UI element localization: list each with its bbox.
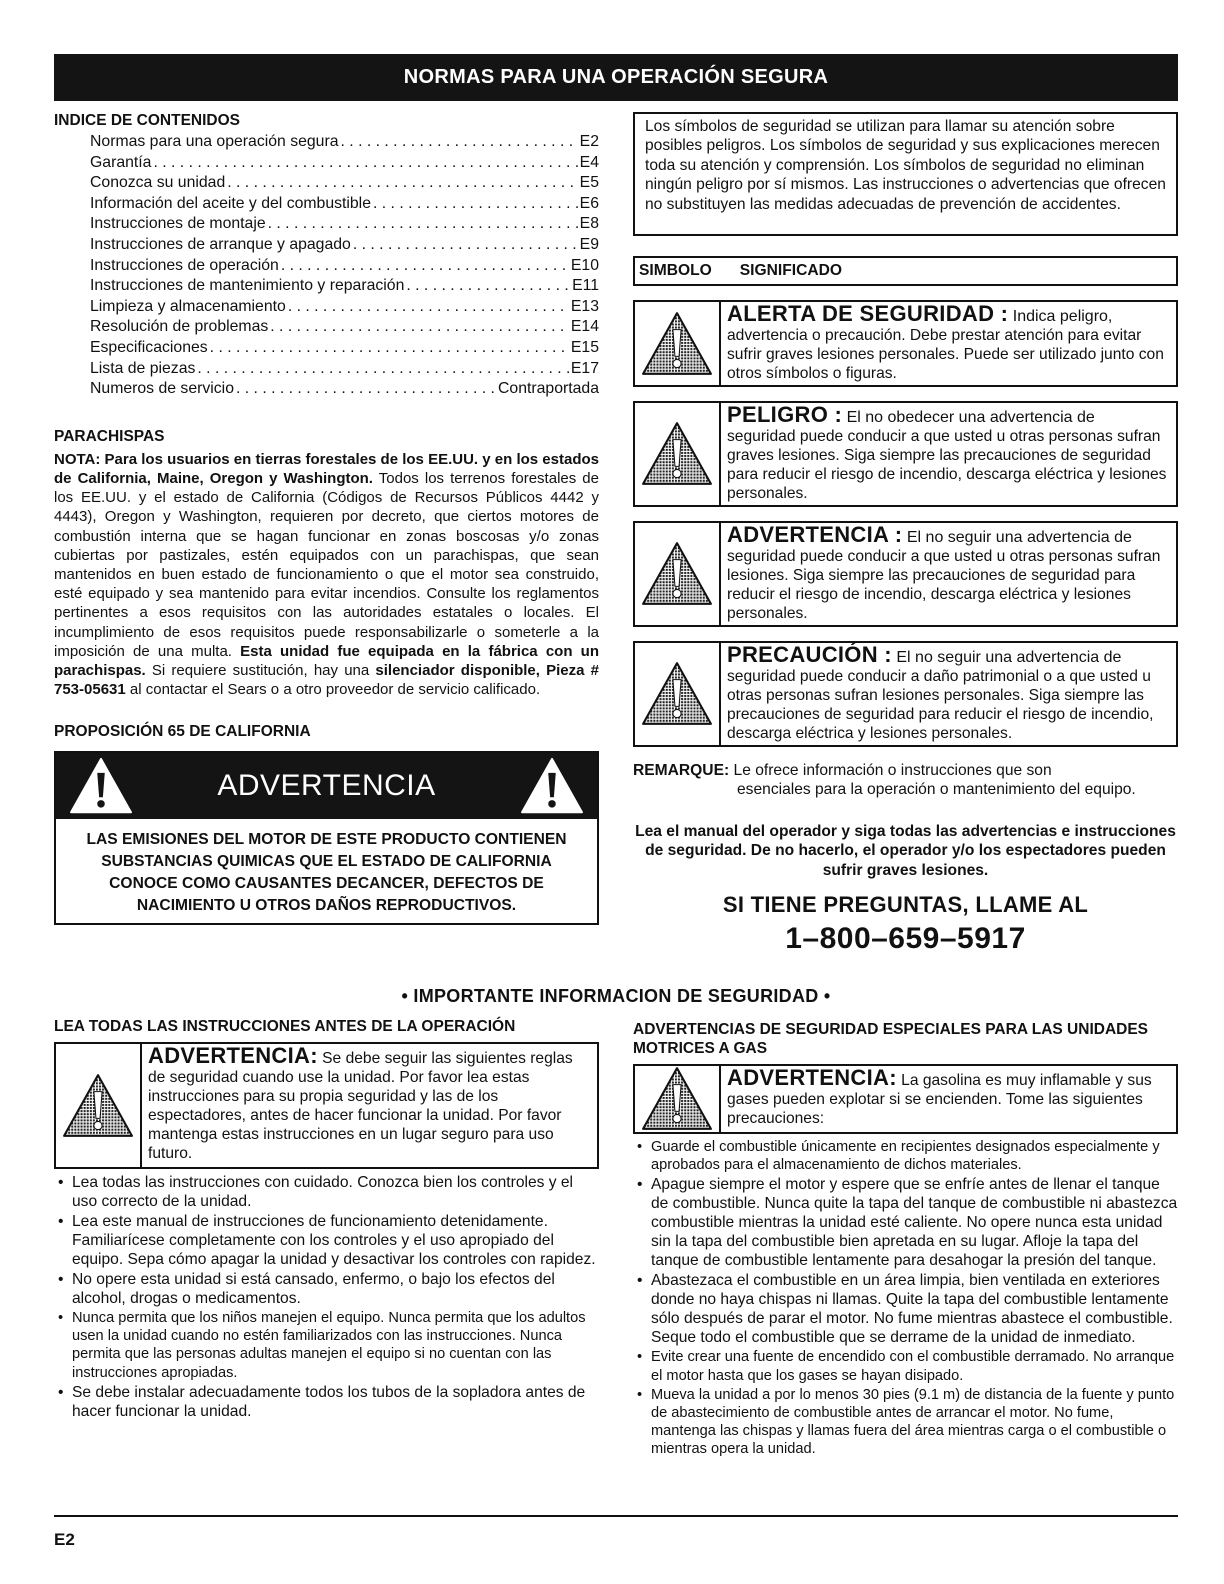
toc-item bbox=[90, 379, 599, 400]
toc-leader bbox=[268, 214, 578, 235]
symbol-row bbox=[633, 401, 1178, 507]
prop65-header bbox=[56, 753, 597, 819]
toc-item bbox=[90, 194, 599, 215]
prop65-heading: PROPOSICIÓN 65 DE CALIFORNIA bbox=[54, 723, 311, 741]
toc-item-page: E9 bbox=[579, 235, 599, 253]
symbol-text: advertencia o precaución. Debe prestar atención para evitar sufrir graves lesiones personales. Puede ser utilizado junto con otros símbolos o figuras. bbox=[727, 327, 1164, 382]
toc-item bbox=[90, 256, 599, 277]
toc-item bbox=[90, 297, 599, 318]
prop65-body: LAS EMISIONES DEL MOTOR DE ESTE PRODUCTO CONTIENEN SUBSTANCIAS QUIMICAS QUE EL ESTADO DE CALIFORNIA CONOCE COMO CAUSANTES DECANCER, DEFECTOS DE NACIMIENTO U OTROS DAÑOS REPRODUCTIVOS. bbox=[86, 831, 567, 914]
remark-label: REMARQUE: bbox=[633, 762, 730, 779]
spark-arrestor-heading: PARACHISPAS bbox=[54, 427, 165, 445]
symbol-meaning bbox=[721, 302, 1176, 385]
toc-item bbox=[90, 359, 599, 380]
spark-arrestor-text bbox=[54, 450, 599, 700]
toc-item bbox=[90, 214, 599, 235]
toc-item-title: Conozca su unidad bbox=[90, 174, 226, 192]
toc-item-title: Resolución de problemas bbox=[90, 318, 269, 336]
prop65-title: ADVERTENCIA bbox=[217, 769, 436, 803]
bullet-item: • Abastezaca el combustible en un área limpia, bien ventilada en exteriores donde no haya chispas ni llamas. Quite la tapa del combustible lentamente sólo después de parar el motor. No fume mientras abastece el combustible. Seque todo el combustible que se derrame de la unidad de inmediato. bbox=[633, 1271, 1178, 1347]
toc-item-page: E17 bbox=[570, 359, 599, 377]
left-column bbox=[54, 112, 599, 925]
warning-triangle-icon bbox=[641, 311, 713, 377]
bullet-item: • Apague siempre el motor y espere que se enfríe antes de llenar el tanque de combustible. Nunca quite la tapa del tanque de combustible ni abastezca combustible mientras la unidad esté caliente. No opere nunca esta unidad sin la tapa del combustible bien apretada en su lugar. Afloje la tapa del tanque de combustible lentamente para desahogar la presión del tanque. bbox=[633, 1175, 1178, 1270]
toc-item-page: E11 bbox=[572, 277, 599, 295]
table-of-contents bbox=[90, 132, 599, 400]
spark-text-1: Todos los terrenos forestales de los EE.UU. y el estado de California (Códigos de Recursos Públicos 4442 y 4443), Oregon y Washington, requieren por decreto, que ciertos motores de combustión interna que se hagan funcionar en zonas boscosas y/o zonas cubiertas por pastizales, estén equipados con un parachispas, que sean mantenidos en buen estado de funcionamiento o que el motor sea construido, esté equipado y sea mantenido para evitar incendios. Consulte los reglamentos pertinentes a esos requisitos con las autoridades estatales o locales. El incumplimiento de esos requisitos puede responsabilizarle o someterle a la imposición de una multa. bbox=[54, 469, 599, 660]
toc-item-title: Instrucciones de montaje bbox=[90, 215, 266, 233]
toc-item-title: Numeros de servicio bbox=[90, 380, 234, 398]
symbol-title: ALERTA DE SEGURIDAD : bbox=[727, 301, 1009, 326]
toc-item bbox=[90, 173, 599, 194]
toc-item-page: E13 bbox=[570, 297, 599, 315]
warning-triangle-icon bbox=[641, 661, 713, 727]
toc-leader bbox=[341, 132, 578, 153]
toc-leader bbox=[270, 317, 569, 338]
gas-warning-title: ADVERTENCIA: bbox=[727, 1065, 897, 1090]
symbol-meaning bbox=[721, 523, 1176, 625]
toc-item-title: Lista de piezas bbox=[90, 359, 196, 377]
page-banner: NORMAS PARA UNA OPERACIÓN SEGURA bbox=[54, 54, 1178, 101]
warning-triangle-icon bbox=[62, 1073, 134, 1139]
toc-item-page: E10 bbox=[570, 256, 599, 274]
symbol-icon-cell bbox=[635, 523, 721, 625]
gas-warning-text bbox=[721, 1066, 1176, 1132]
spark-text-2: Si requiere sustitución, hay una bbox=[145, 661, 376, 679]
toc-item bbox=[90, 317, 599, 338]
phone-number: 1–800–659–5917 bbox=[785, 922, 1026, 956]
toc-item-title: Limpieza y almacenamiento bbox=[90, 297, 286, 315]
symbol-text: seguridad puede conducir a daño patrimonial o a que usted u otras personas sufran lesiones personales. Siga siempre las precauciones de seguridad para reducir el riesgo de incendio, descarga eléctrica y lesiones personales. bbox=[727, 668, 1154, 742]
bullet-item: • Guarde el combustible únicamente en recipientes designados especialmente y aprobados para el almacenamiento de dichos materiales. bbox=[633, 1138, 1178, 1174]
bullet-item: • Se debe instalar adecuadamente todos los tubos de la sopladora antes de hacer funcionar la unidad. bbox=[54, 1383, 599, 1421]
symbol-row bbox=[633, 521, 1178, 627]
meaning-col-header: SIGNIFICADO bbox=[739, 262, 843, 279]
symbol-table-header bbox=[633, 256, 1178, 286]
symbol-title: PRECAUCIÓN : bbox=[727, 642, 892, 667]
read-all-warning-box bbox=[54, 1042, 599, 1169]
toc-item-title: Normas para una operación segura bbox=[90, 133, 339, 150]
symbol-col-header: SIMBOLO bbox=[639, 262, 712, 279]
toc-heading: INDICE DE CONTENIDOS bbox=[54, 112, 241, 129]
warning-triangle-icon bbox=[641, 421, 713, 487]
toc-item-page: E2 bbox=[579, 133, 599, 150]
gas-units-section bbox=[633, 1020, 1178, 1460]
remark-line-1: Le ofrece información o instrucciones que son bbox=[733, 762, 1052, 779]
remark-block bbox=[633, 761, 1178, 800]
prop65-warning-box bbox=[54, 751, 599, 924]
spark-factory-equipped: Esta unidad fue equipada en la fábrica con un parachispas. bbox=[54, 642, 599, 679]
toc-item-title: Información del aceite y del combustible bbox=[90, 194, 371, 212]
warning-triangle-icon bbox=[66, 756, 136, 816]
symbol-title: ADVERTENCIA : bbox=[727, 522, 903, 547]
read-all-warning-title: ADVERTENCIA: bbox=[148, 1043, 318, 1068]
toc-item-page: E8 bbox=[579, 215, 599, 233]
toc-leader bbox=[373, 194, 578, 215]
read-all-bullets bbox=[54, 1173, 599, 1421]
bullet-item: • Lea este manual de instrucciones de funcionamiento detenidamente. Familiarícese completamente con los controles y el uso apropiado del equipo. Sepa cómo apagar la unidad y desactivar los controles con rapidez. bbox=[54, 1212, 599, 1269]
toc-item-page: E4 bbox=[579, 153, 599, 171]
symbol-row bbox=[633, 641, 1178, 747]
symbol-icon-cell bbox=[635, 403, 721, 505]
read-all-warning-text bbox=[142, 1044, 597, 1167]
remark-line-2: esenciales para la operación o mantenimiento del equipo. bbox=[737, 781, 1136, 799]
symbol-meaning bbox=[721, 403, 1176, 505]
warning-icon-cell bbox=[56, 1044, 142, 1167]
toc-item-page: E14 bbox=[570, 318, 599, 336]
warning-icon-cell bbox=[635, 1066, 721, 1132]
warning-triangle-icon bbox=[517, 756, 587, 816]
toc-item-title: Instrucciones de arranque y apagado bbox=[90, 235, 351, 253]
symbol-lead: Indica peligro, bbox=[1008, 308, 1113, 325]
symbol-text: seguridad puede conducir a que usted u otras personas sufran lesiones. Siga siempre las precauciones de seguridad para reducir el riesgo de incendio, descarga eléctrica y lesiones personales. bbox=[727, 548, 1161, 622]
toc-item-page: Contraportada bbox=[498, 380, 599, 398]
symbol-icon-cell bbox=[635, 643, 721, 745]
warning-triangle-icon bbox=[641, 541, 713, 607]
right-column bbox=[633, 112, 1178, 956]
gas-warning-box bbox=[633, 1064, 1178, 1134]
gas-bullets bbox=[633, 1138, 1178, 1459]
bullet-item: • No opere esta unidad si está cansado, enfermo, o bajo los efectos del alcohol, drogas o medicamentos. bbox=[54, 1270, 599, 1308]
symbol-icon-cell bbox=[635, 302, 721, 385]
important-safety-title: • IMPORTANTE INFORMACION DE SEGURIDAD • bbox=[401, 986, 831, 1006]
toc-item-title: Instrucciones de operación bbox=[90, 256, 279, 274]
symbol-title: PELIGRO : bbox=[727, 402, 843, 427]
toc-item-title: Garantía bbox=[90, 153, 152, 171]
read-all-section bbox=[54, 1018, 599, 1422]
toc-leader bbox=[197, 359, 569, 380]
toc-item bbox=[90, 153, 599, 174]
toc-leader bbox=[353, 235, 578, 256]
page-number: E2 bbox=[54, 1530, 75, 1549]
toc-leader bbox=[406, 276, 570, 297]
symbol-lead: El no seguir una advertencia de bbox=[891, 649, 1122, 666]
gas-units-heading: ADVERTENCIAS DE SEGURIDAD ESPECIALES PARA LAS UNIDADES MOTRICES A GAS bbox=[633, 1021, 1149, 1057]
toc-item-page: E15 bbox=[570, 338, 599, 356]
spark-note-lead: NOTA: Para los usuarios en tierras forestales de los EE.UU. y en los estados de California, Maine, Oregon y Washington. bbox=[54, 450, 599, 487]
toc-item-title: Especificaciones bbox=[90, 338, 208, 356]
bullet-item: • Evite crear una fuente de encendido con el combustible derramado. No arranque el motor hasta que los gases se hayan disipado. bbox=[633, 1348, 1178, 1384]
toc-leader bbox=[210, 338, 569, 359]
symbol-row bbox=[633, 300, 1178, 387]
toc-item-page: E6 bbox=[579, 194, 599, 212]
read-all-warning-body: Se debe seguir las siguientes reglas de seguridad cuando use la unidad. Por favor lea estas instrucciones para su propia seguridad y las de los espectadores, antes de hacer funcionar la unidad. Por favor mantenga estas instrucciones en un lugar seguro para uso futuro. bbox=[148, 1050, 573, 1162]
symbol-text: seguridad puede conducir a que usted u otras personas sufran graves lesiones. Siga siempre las precauciones de seguridad para reducir el riesgo de incendio, descarga eléctrica y lesiones personales. bbox=[727, 428, 1167, 502]
toc-item bbox=[90, 338, 599, 359]
symbol-lead: El no seguir una advertencia de bbox=[902, 529, 1132, 546]
spark-part-number: silenciador disponible, Pieza # 753-05631 bbox=[54, 661, 599, 699]
toc-item-title: Instrucciones de mantenimiento y reparación bbox=[90, 277, 405, 295]
toc-item bbox=[90, 132, 599, 153]
bullet-item: • Lea todas las instrucciones con cuidado. Conozca bien los controles y el uso correcto de la unidad. bbox=[54, 1173, 599, 1211]
symbol-list bbox=[633, 300, 1178, 747]
warning-triangle-icon bbox=[641, 1066, 713, 1132]
toc-leader bbox=[236, 379, 496, 400]
symbols-intro: Los símbolos de seguridad se utilizan para llamar su atención sobre posibles peligros. Los símbolos de seguridad y sus explicaciones merecen toda su atención y comprensión. Los símbolos de seguridad no eliminan ningún peligro por sí mismos. Las instrucciones o advertencias que ofrecen no substituyen las medidas adecuadas de prevención de accidentes. bbox=[633, 112, 1178, 236]
read-all-heading: LEA TODAS LAS INSTRUCCIONES ANTES DE LA OPERACIÓN bbox=[54, 1018, 516, 1035]
toc-leader bbox=[227, 173, 577, 194]
read-manual-notice: Lea el manual del operador y siga todas las advertencias e instrucciones de seguridad. De no hacerlo, el operador y/o los espectadores pueden sufrir graves lesiones. bbox=[635, 822, 1176, 879]
symbol-lead: El no obedecer una advertencia de bbox=[842, 409, 1095, 426]
toc-leader bbox=[281, 256, 569, 277]
toc-item bbox=[90, 276, 599, 297]
footer-divider bbox=[54, 1515, 1178, 1517]
toc-item-page: E5 bbox=[579, 174, 599, 192]
bullet-item: • Mueva la unidad a por lo menos 30 pies (9.1 m) de distancia de la fuente y punto de abastecimiento de combustible antes de arrancar el motor. No fume, mantenga las chispas y llamas fuera del área mientras carga o el combustible o mientras opera la unidad. bbox=[633, 1386, 1178, 1459]
gas-warning-body: La gasolina es muy inflamable y sus gases pueden explotar si se encienden. Tome las siguientes precauciones: bbox=[727, 1072, 1152, 1127]
toc-leader bbox=[153, 153, 577, 174]
questions-call-text: SI TIENE PREGUNTAS, LLAME AL bbox=[722, 892, 1089, 918]
toc-leader bbox=[288, 297, 569, 318]
bullet-item: • Nunca permita que los niños manejen el equipo. Nunca permita que los adultos usen la unidad cuando no estén familiarizados con las instrucciones. Nunca permita que las personas adultas manejen el equipo si no cuentan con las instrucciones apropiadas. bbox=[54, 1309, 599, 1382]
toc-item bbox=[90, 235, 599, 256]
spark-text-3: al contactar el Sears o a otro proveedor de servicio calificado. bbox=[125, 681, 541, 699]
symbol-meaning bbox=[721, 643, 1176, 745]
